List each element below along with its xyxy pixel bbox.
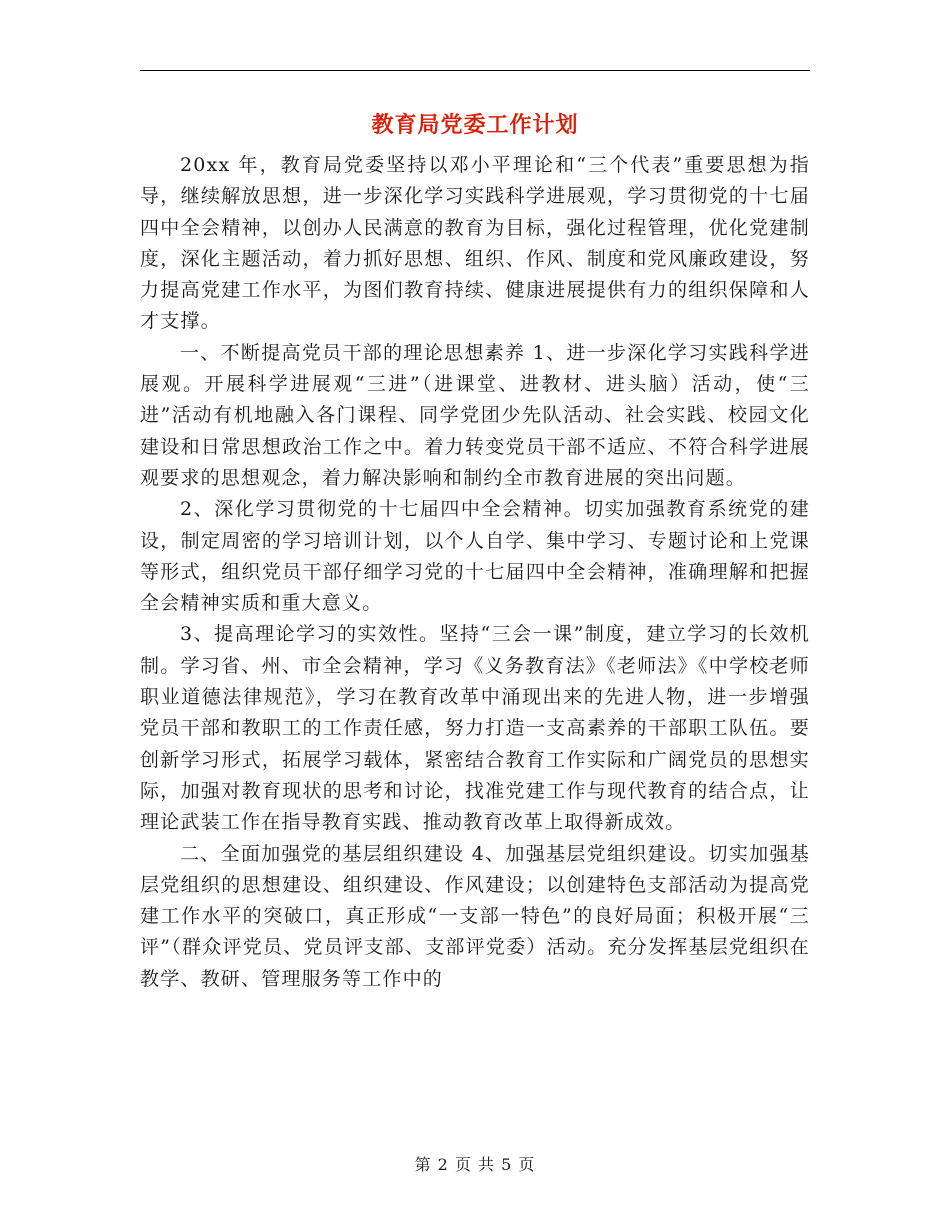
paragraph-item-three: 3、提高理论学习的实效性。坚持“三会一课”制度，建立学习的长效机制。学习省、州、市全会精神，学习《义务教育法》《老师法》《中学校老师职业道德法律规范》，学习在教育改革中涌现出来的先进人物，进一步增强党员干部和教职工的工作责任感，努力打造一支高素养的干部职工队伍。要创新学习形式，拓展学习载体，紧密结合教育工作实际和广阔党员的思想实际，加强对教育现状的思考和讨论，找准党建工作与现代教育的结合点，让理论武装工作在指导教育实践、推动教育改革上取得新成效。 [140,623,810,834]
page-number: 第 2 页 共 5 页 [414,1155,536,1174]
document-title: 教育局党委工作计划 [371,112,579,138]
header-rule [140,70,810,71]
paragraph-section-two: 二、全面加强党的基层组织建设 4、加强基层党组织建设。切实加强基层党组织的思想建设、组织建设、作风建设；以创建特色支部活动为提高党建工作水平的突破口，真正形成“一支部一特色”的良好局面；积极开展“三评”（群众评党员、党员评支部、支部评党委）活动。充分发挥基层党组织在教学、教研、管理服务等工作中的 [140,842,810,990]
paragraph-section-one: 一、不断提高党员干部的理论思想素养 1、进一步深化学习实践科学进展观。开展科学进展观“三进”（进课堂、进教材、进头脑）活动，使“三进”活动有机地融入各门课程、同学党团少先队活动、社会实践、校园文化建设和日常思想政治工作之中。着力转变党员干部不适应、不符合科学进展观要求的思想观念，着力解决影响和制约全市教育进展的突出问题。 [140,341,810,489]
paragraph-intro: 20xx 年，教育局党委坚持以邓小平理论和“三个代表”重要思想为指导，继续解放思想，进一步深化学习实践科学进展观，学习贯彻党的十七届四中全会精神，以创办人民满意的教育为目标，强化过程管理，优化党建制度，深化主题活动，着力抓好思想、组织、作风、制度和党风廉政建设，努力提高党建工作水平，为图们教育持续、健康进展提供有力的组织保障和人才支撑。 [140,154,810,333]
paragraph-item-two: 2、深化学习贯彻党的十七届四中全会精神。切实加强教育系统党的建设，制定周密的学习培训计划，以个人自学、集中学习、专题讨论和上党课等形式，组织党员干部仔细学习党的十七届四中全会精神，准确理解和把握全会精神实质和重大意义。 [140,498,810,615]
document-body [140,150,810,995]
